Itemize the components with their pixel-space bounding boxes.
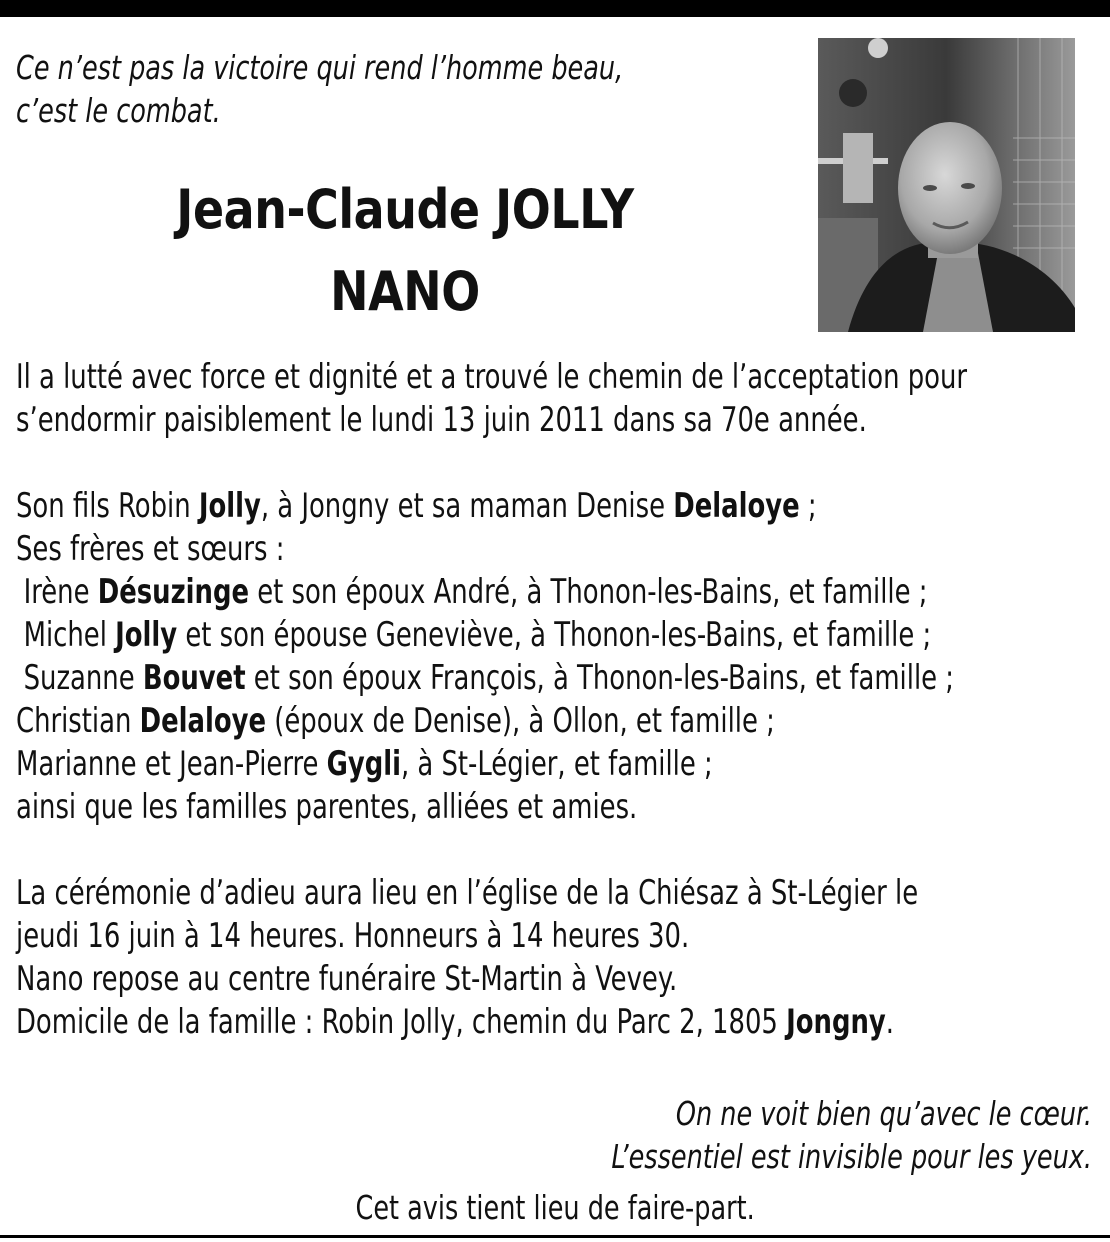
intro-line-2: s’endormir paisiblement le lundi 13 juin 2011 dans sa 70e année. — [16, 400, 867, 440]
relative-line: Marianne et Jean-Pierre Gygli, à St-Légier, et famille ; — [16, 744, 713, 784]
bottom-border — [0, 1235, 1110, 1238]
family-closing-line: ainsi que les familles parentes, alliées et amies. — [16, 787, 638, 827]
sibling-line: Suzanne Bouvet et son époux François, à Thonon-les-Bains, et famille ; — [23, 658, 955, 698]
siblings-intro: Ses frères et sœurs : — [16, 529, 285, 569]
epigraph — [16, 46, 687, 132]
ceremony-line-3: Nano repose au centre funéraire St-Martin à Vevey. — [16, 959, 678, 999]
deceased-nickname: NANO — [330, 260, 480, 323]
ceremony-line-2: jeudi 16 juin à 14 heures. Honneurs à 14 heures 30. — [16, 916, 690, 956]
epigraph-line-2: c’est le combat. — [16, 91, 221, 130]
top-border — [0, 0, 1110, 17]
closing-quote-line-1: On ne voit bien qu’avec le cœur. — [675, 1094, 1092, 1133]
intro-line-1: Il a lutté avec force et dignité et a trouvé le chemin de l’acceptation pour — [16, 357, 968, 397]
sibling-line: Michel Jolly et son épouse Geneviève, à Thonon-les-Bains, et famille ; — [23, 615, 932, 655]
portrait-illustration — [818, 38, 1075, 332]
closing-quote — [490, 1092, 1092, 1178]
epigraph-line-1: Ce n’est pas la victoire qui rend l’homme beau, — [16, 48, 624, 87]
sibling-line: Irène Désuzinge et son époux André, à Thonon-les-Bains, et famille ; — [23, 572, 928, 612]
family-son: Son fils Robin Jolly, à Jongny et sa maman Denise Delaloye ; — [16, 486, 817, 526]
ceremony-line-4: Domicile de la famille : Robin Jolly, chemin du Parc 2, 1805 Jongny. — [16, 1002, 894, 1042]
closing-quote-line-2: L’essentiel est invisible pour les yeux. — [611, 1137, 1092, 1176]
portrait-photo — [818, 38, 1075, 332]
faire-part-notice: Cet avis tient lieu de faire-part. — [355, 1188, 755, 1227]
announcement-body — [16, 356, 1074, 1044]
deceased-name: Jean-Claude JOLLY — [176, 178, 634, 241]
ceremony-line-1: La cérémonie d’adieu aura lieu en l’église de la Chiésaz à St-Légier le — [16, 873, 919, 913]
relative-line: Christian Delaloye (époux de Denise), à Ollon, et famille ; — [16, 701, 775, 741]
